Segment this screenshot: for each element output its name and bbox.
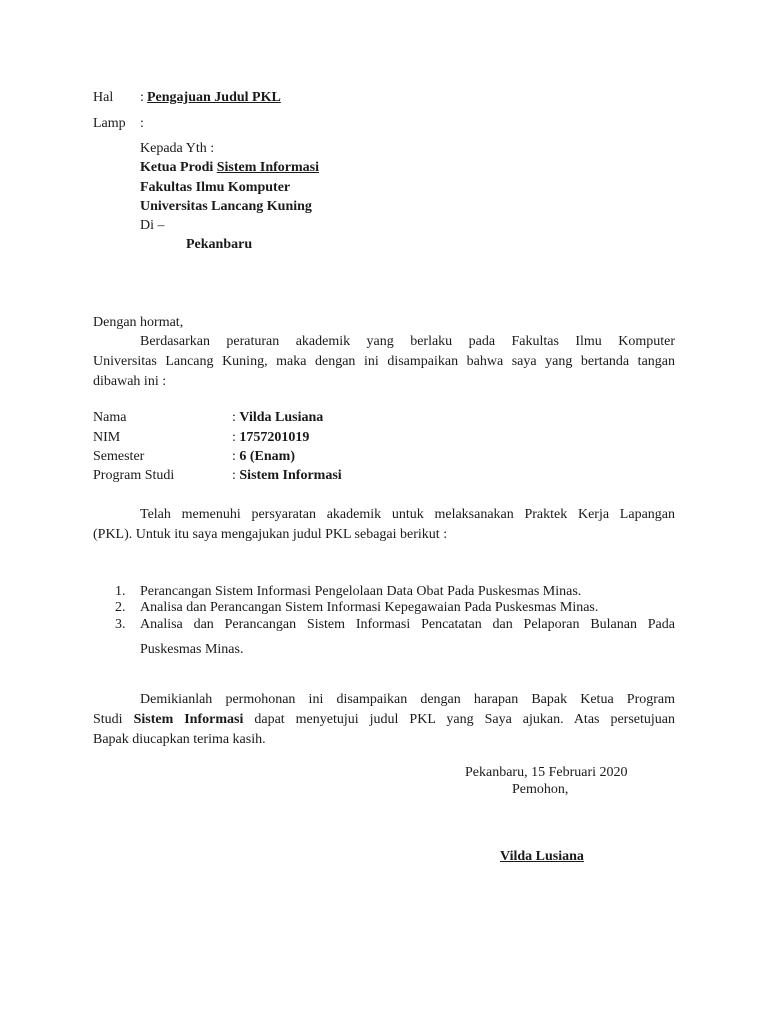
hal-label: Hal: [93, 90, 114, 105]
identity-label-semester: Semester: [93, 449, 145, 464]
recipient-university: Universitas Lancang Kuning: [140, 199, 312, 214]
closing-line-3: Bapak diucapkan terima kasih.: [93, 732, 266, 747]
list-item-1: Perancangan Sistem Informasi Pengelolaan Data Obat Pada Puskesmas Minas.: [140, 584, 582, 599]
place-date: Pekanbaru, 15 Februari 2020: [465, 765, 628, 780]
identity-label-nim: NIM: [93, 430, 121, 445]
identity-value-nim: 1757201019: [239, 430, 310, 445]
recipient-title: Ketua Prodi: [140, 160, 217, 175]
statement-line-2: (PKL). Untuk itu saya mengajukan judul PKL sebagai berikut :: [93, 527, 448, 542]
hal-colon: :: [140, 90, 144, 105]
lamp-colon: :: [140, 116, 144, 131]
identity-value-name: Vilda Lusiana: [239, 410, 324, 425]
recipient-di: Di –: [140, 218, 165, 233]
list-item-3-cont: Puskesmas Minas.: [140, 642, 244, 657]
closing-line-2: [93, 710, 675, 730]
list-item-2: Analisa dan Perancangan Sistem Informasi Kepegawaian Pada Puskesmas Minas.: [140, 600, 599, 615]
identity-label-program: Program Studi: [93, 468, 175, 483]
intro-line-1: [93, 332, 675, 352]
list-item-3: Analisa dan Perancangan Sistem Informasi Pencatatan dan Pelaporan Bulanan Pada: [140, 617, 675, 632]
list-number-3: 3.: [115, 617, 126, 632]
recipient-line-1: [140, 158, 319, 177]
identity-row-name: : Vilda Lusiana: [232, 410, 324, 425]
recipient-faculty: Fakultas Ilmu Komputer: [140, 180, 291, 195]
recipient-greeting: Kepada Yth :: [140, 141, 215, 156]
recipient-city: Pekanbaru: [186, 237, 253, 252]
statement-line-1: [93, 505, 675, 525]
identity-row-nim: : 1757201019: [232, 430, 310, 445]
identity-row-semester: : 6 (Enam): [232, 449, 296, 464]
identity-label-name: Nama: [93, 410, 127, 425]
signer-role: Pemohon,: [512, 782, 569, 797]
closing-line-1-text: Demikianlah permohonan ini disampaikan dengan harapan Bapak Ketua Program: [140, 692, 675, 707]
recipient-program: Sistem Informasi: [216, 160, 320, 175]
intro-line-1-text: Berdasarkan peraturan akademik yang berlaku pada Fakultas Ilmu Komputer: [140, 334, 675, 349]
closing-line-2-start: Studi: [93, 712, 123, 727]
statement-line-1-text: Telah memenuhi persyaratan akademik untuk melaksanakan Praktek Kerja Lapangan: [140, 507, 675, 522]
identity-row-program: : Sistem Informasi: [232, 468, 342, 483]
identity-value-program: Sistem Informasi: [239, 468, 342, 483]
salutation: Dengan hormat,: [93, 315, 184, 330]
statement-paragraph: [93, 505, 675, 545]
signer-name: Vilda Lusiana: [500, 849, 584, 864]
closing-program-bold: Sistem Informasi: [133, 712, 244, 727]
closing-line-2-end: dapat menyetujui judul PKL yang Saya ajukan. Atas persetujuan: [254, 712, 676, 727]
subject-title: Pengajuan Judul PKL: [147, 90, 281, 105]
closing-paragraph: [93, 690, 675, 750]
identity-value-semester: 6 (Enam): [239, 449, 296, 464]
intro-line-2: Universitas Lancang Kuning, maka dengan ini disampaikan bahwa saya yang bertanda tangan: [93, 354, 675, 369]
intro-paragraph: [93, 332, 675, 392]
list-number-1: 1.: [115, 584, 126, 599]
closing-line-1: [93, 690, 675, 710]
list-number-2: 2.: [115, 600, 126, 615]
lamp-label: Lamp: [93, 116, 126, 131]
intro-line-3: dibawah ini :: [93, 374, 167, 389]
